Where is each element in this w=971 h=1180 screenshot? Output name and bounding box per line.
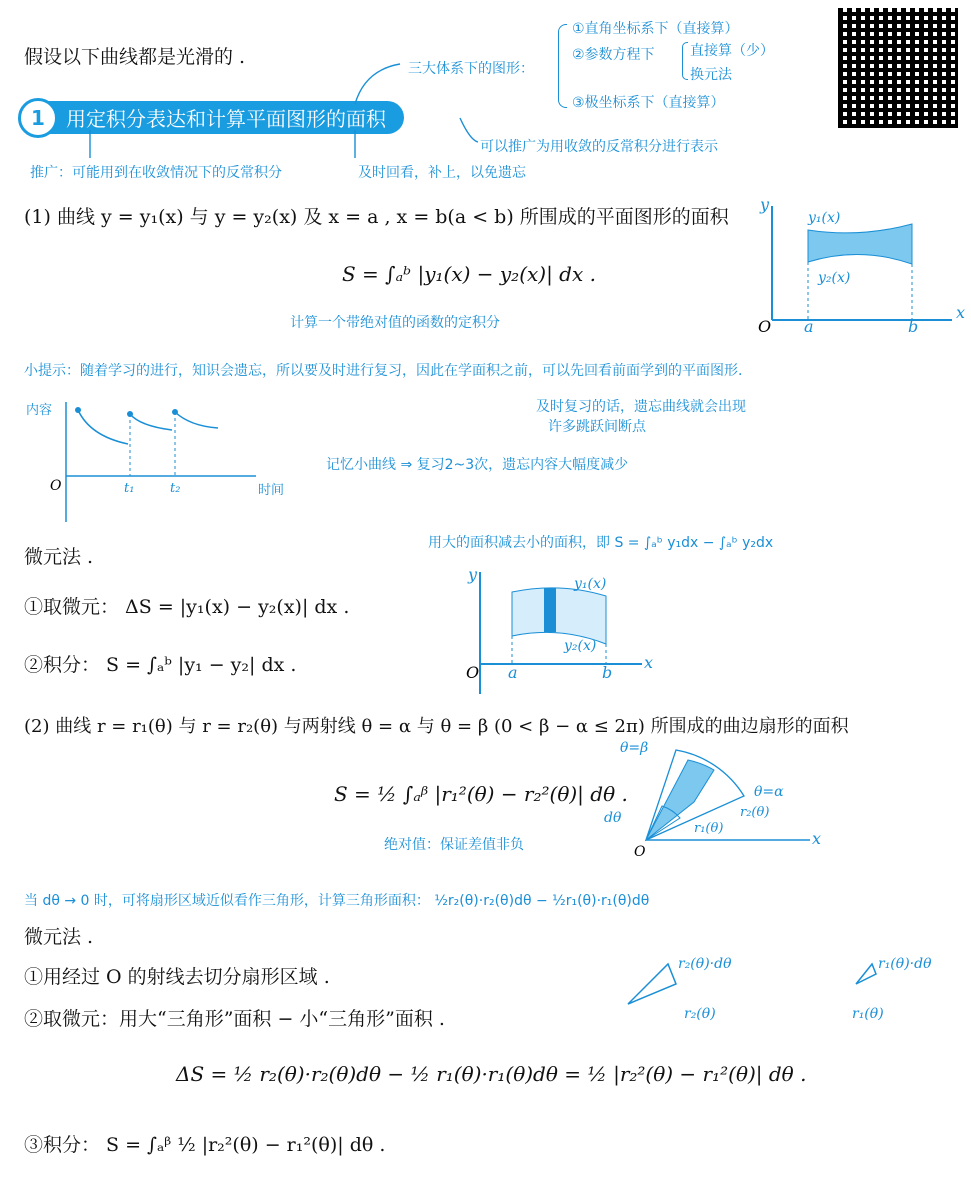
triangle-diagrams xyxy=(620,950,960,1030)
micro1-step1: ①取微元： ΔS = |y₁(x) − y₂(x)| dx . xyxy=(24,596,350,618)
micro1-title: 微元法 . xyxy=(24,546,94,568)
micro1-y2-label: y₂(x) xyxy=(564,638,597,654)
micro1-y1-label: y₁(x) xyxy=(574,576,607,592)
tip-memory-note: 记忆小曲线 ⇒ 复习2~3次，遗忘内容大幅度减少 xyxy=(326,457,629,473)
part1-y2-label: y₂(x) xyxy=(818,270,851,286)
section-number-badge: 1 xyxy=(18,98,58,138)
part1-abs-note: 计算一个带绝对值的函数的定积分 xyxy=(290,315,500,331)
part1-b-label: b xyxy=(908,317,919,336)
part1-statement: (1) 曲线 y = y₁(x) 与 y = y₂(x) 及 x = a , x = b(a < b) 所围成的平面图形的面积 xyxy=(24,206,729,228)
small-tri-top-label: r₁(θ)·dθ xyxy=(878,956,932,972)
curve-origin: O xyxy=(50,478,62,494)
polar-r1-label: r₁(θ) xyxy=(694,821,724,836)
micro1-b-label: b xyxy=(602,663,613,682)
review-note: 及时回看，补上，以免遗忘 xyxy=(358,165,526,181)
micro2-step2: ②取微元：用大“三角形”面积 − 小“三角形”面积 . xyxy=(24,1008,445,1030)
system-1-note: ①直角坐标系下（直接算） xyxy=(572,21,739,37)
big-tri-side-label: r₂(θ) xyxy=(684,1006,716,1022)
top-arrows xyxy=(0,0,971,200)
tip-review-note-1: 及时复习的话，遗忘曲线就会出现 xyxy=(536,399,746,415)
polar-alpha-label: θ=α xyxy=(754,784,784,800)
tip-review-note-2: 许多跳跃间断点 xyxy=(548,419,646,435)
part1-x-label: x xyxy=(956,303,966,322)
curve-t2: t₂ xyxy=(170,481,181,496)
promote-note: 推广：可能用到在收敛情况下的反常积分 xyxy=(30,165,282,181)
micro2-title: 微元法 . xyxy=(24,926,94,948)
micro1-a-label: a xyxy=(508,663,518,682)
curve-t1: t₁ xyxy=(124,481,135,496)
three-systems-note: 三大体系下的图形： xyxy=(408,61,534,77)
micro1-origin: O xyxy=(466,663,480,682)
polar-x-label: x xyxy=(812,829,822,848)
micro2-delta: ΔS = ½ r₂(θ)·r₂(θ)dθ − ½ r₁(θ)·r₁(θ)dθ = ½ |r₂²(θ) − r₁²(θ)| dθ . xyxy=(176,1062,807,1086)
part1-origin: O xyxy=(758,317,772,336)
section-title: 用定积分表达和计算平面图形的面积 xyxy=(66,107,386,131)
big-tri-top-label: r₂(θ)·dθ xyxy=(678,956,732,972)
polar-origin: O xyxy=(634,844,646,860)
curve-y-label: 内容 xyxy=(26,403,53,418)
system-2a-note: 直接算（少） xyxy=(690,43,774,59)
small-tri-side-label: r₁(θ) xyxy=(852,1006,884,1022)
tip-text: 小提示：随着学习的进行，知识会遗忘，所以要及时进行复习，因此在学面积之前，可以先回看前面学到的平面图形. xyxy=(24,363,743,379)
micro1-graph xyxy=(430,566,660,696)
part2-statement: (2) 曲线 r = r₁(θ) 与 r = r₂(θ) 与两射线 θ = α 与 θ = β (0 < β − α ≤ 2π) 所围成的曲边扇形的面积 xyxy=(24,716,849,737)
micro2-step1: ①用经过 O 的射线去切分扇形区域 . xyxy=(24,966,330,988)
micro1-y-label: y xyxy=(468,565,478,584)
extend-note: 可以推广为用收敛的反常积分进行表示 xyxy=(480,139,718,155)
polar-r2-label: r₂(θ) xyxy=(740,805,770,820)
part1-a-label: a xyxy=(804,317,814,336)
system-2b-note: 换元法 xyxy=(690,67,732,83)
part1-y-label: y xyxy=(760,195,770,214)
part1-graph xyxy=(720,195,966,336)
micro1-note: 用大的面积减去小的面积，即 S = ∫ₐᵇ y₁dx − ∫ₐᵇ y₂dx xyxy=(428,535,774,551)
part1-y1-label: y₁(x) xyxy=(808,210,841,226)
micro2-step3: ③积分： S = ∫ₐᵝ ½ |r₂²(θ) − r₁²(θ)| dθ . xyxy=(24,1134,386,1156)
polar-beta-label: θ=β xyxy=(620,740,649,756)
intro-text: 假设以下曲线都是光滑的 . xyxy=(24,46,246,68)
forgetting-curve-graph xyxy=(20,396,310,526)
polar-dtheta-label: dθ xyxy=(604,810,622,826)
micro1-step2: ②积分： S = ∫ₐᵇ |y₁ − y₂| dx . xyxy=(24,654,297,676)
part2-abs-note: 绝对值：保证差值非负 xyxy=(384,837,524,853)
micro1-x-label: x xyxy=(644,653,654,672)
triangle-note: 当 dθ → 0 时，可将扇形区域近似看作三角形，计算三角形面积： ½r₂(θ)·r₂(θ)dθ − ½r₁(θ)·r₁(θ)dθ xyxy=(24,893,650,909)
part1-formula: S = ∫ₐᵇ |y₁(x) − y₂(x)| dx . xyxy=(342,262,596,286)
part2-polar-graph xyxy=(596,740,826,860)
curve-x-label: 时间 xyxy=(258,483,285,498)
system-2-note: ②参数方程下 xyxy=(572,47,655,63)
part2-formula: S = ½ ∫ₐᵝ |r₁²(θ) − r₂²(θ)| dθ . xyxy=(334,782,628,806)
system-3-note: ③极坐标系下（直接算） xyxy=(572,95,725,111)
